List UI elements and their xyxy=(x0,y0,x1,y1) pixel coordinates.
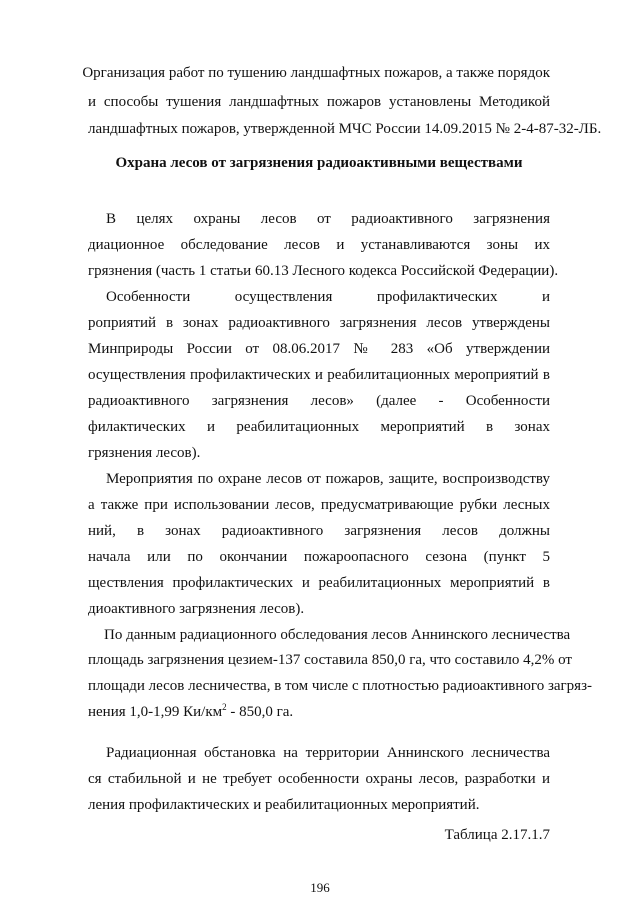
text-line: ний, в зонах радиоактивного загрязнения лесов должны xyxy=(88,523,550,539)
table-caption: Таблица 2.17.1.7 xyxy=(444,827,550,843)
text-line: Радиационная обстановка на территории Аннинского лесничества xyxy=(106,745,550,761)
text-line: площади лесов лесничества, в том числе с плотностью радиоактивного загряз- xyxy=(88,678,592,694)
text-line: а также при использовании лесов, предусматривающие рубки лесных xyxy=(88,497,550,513)
text-line: грязнения (часть 1 статьи 60.13 Лесного кодекса Российской Федерации). xyxy=(88,263,559,279)
area-text: - 850,0 га. xyxy=(226,704,294,720)
text-line: площадь загрязнения цезием-137 составила 850,0 га, что составило 4,2% от xyxy=(88,652,572,668)
text-line: ществления профилактических и реабилитационных мероприятий в xyxy=(88,575,550,591)
text-line: Особенности осуществления профилактических и xyxy=(106,289,550,305)
text-line: и способы тушения ландшафтных пожаров установлены Методикой xyxy=(88,94,550,110)
text-line: начала или по окончании пожароопасного сезона (пункт 5 xyxy=(88,549,550,565)
text-line: ления профилактических и реабилитационных мероприятий. xyxy=(88,797,480,813)
text-line: роприятий в зонах радиоактивного загрязнения лесов утверждены xyxy=(88,315,550,331)
text-line xyxy=(88,703,550,722)
text-line: филактических и реабилитационных мероприятий в зонах xyxy=(88,419,550,435)
text-line: Организация работ по тушению ландшафтных пожаров, а также порядок xyxy=(82,65,550,81)
text-line: Мероприятия по охране лесов от пожаров, защите, воспроизводству xyxy=(106,471,550,487)
text-line: радиоактивного загрязнения лесов» (далее - Особенности xyxy=(88,393,550,409)
text-line: ся стабильной и не требует особенности охраны лесов, разработки и xyxy=(88,771,550,787)
text-line: В целях охраны лесов от радиоактивного загрязнения xyxy=(106,211,550,227)
text-line: По данным радиационного обследования лесов Аннинского лесничества xyxy=(104,627,571,643)
text-line: грязнения лесов). xyxy=(88,445,201,461)
text-line: Минприроды России от 08.06.2017 № 283 «Об утверждении xyxy=(88,341,550,357)
density-text: нения 1,0-1,99 Ки/км xyxy=(88,704,223,720)
superscript: 2 xyxy=(222,702,227,712)
section-heading: Охрана лесов от загрязнения радиоактивными веществами xyxy=(115,155,523,171)
text-line: ландшафтных пожаров, утвержденной МЧС России 14.09.2015 № 2-4-87-32-ЛБ. xyxy=(88,121,602,137)
text-line: осуществления профилактических и реабилитационных мероприятий в xyxy=(88,367,550,383)
text-line: диоактивного загрязнения лесов). xyxy=(88,601,305,617)
text-line: диационное обследование лесов и устанавливаются зоны их xyxy=(88,237,550,253)
page-number: 196 xyxy=(310,880,330,895)
